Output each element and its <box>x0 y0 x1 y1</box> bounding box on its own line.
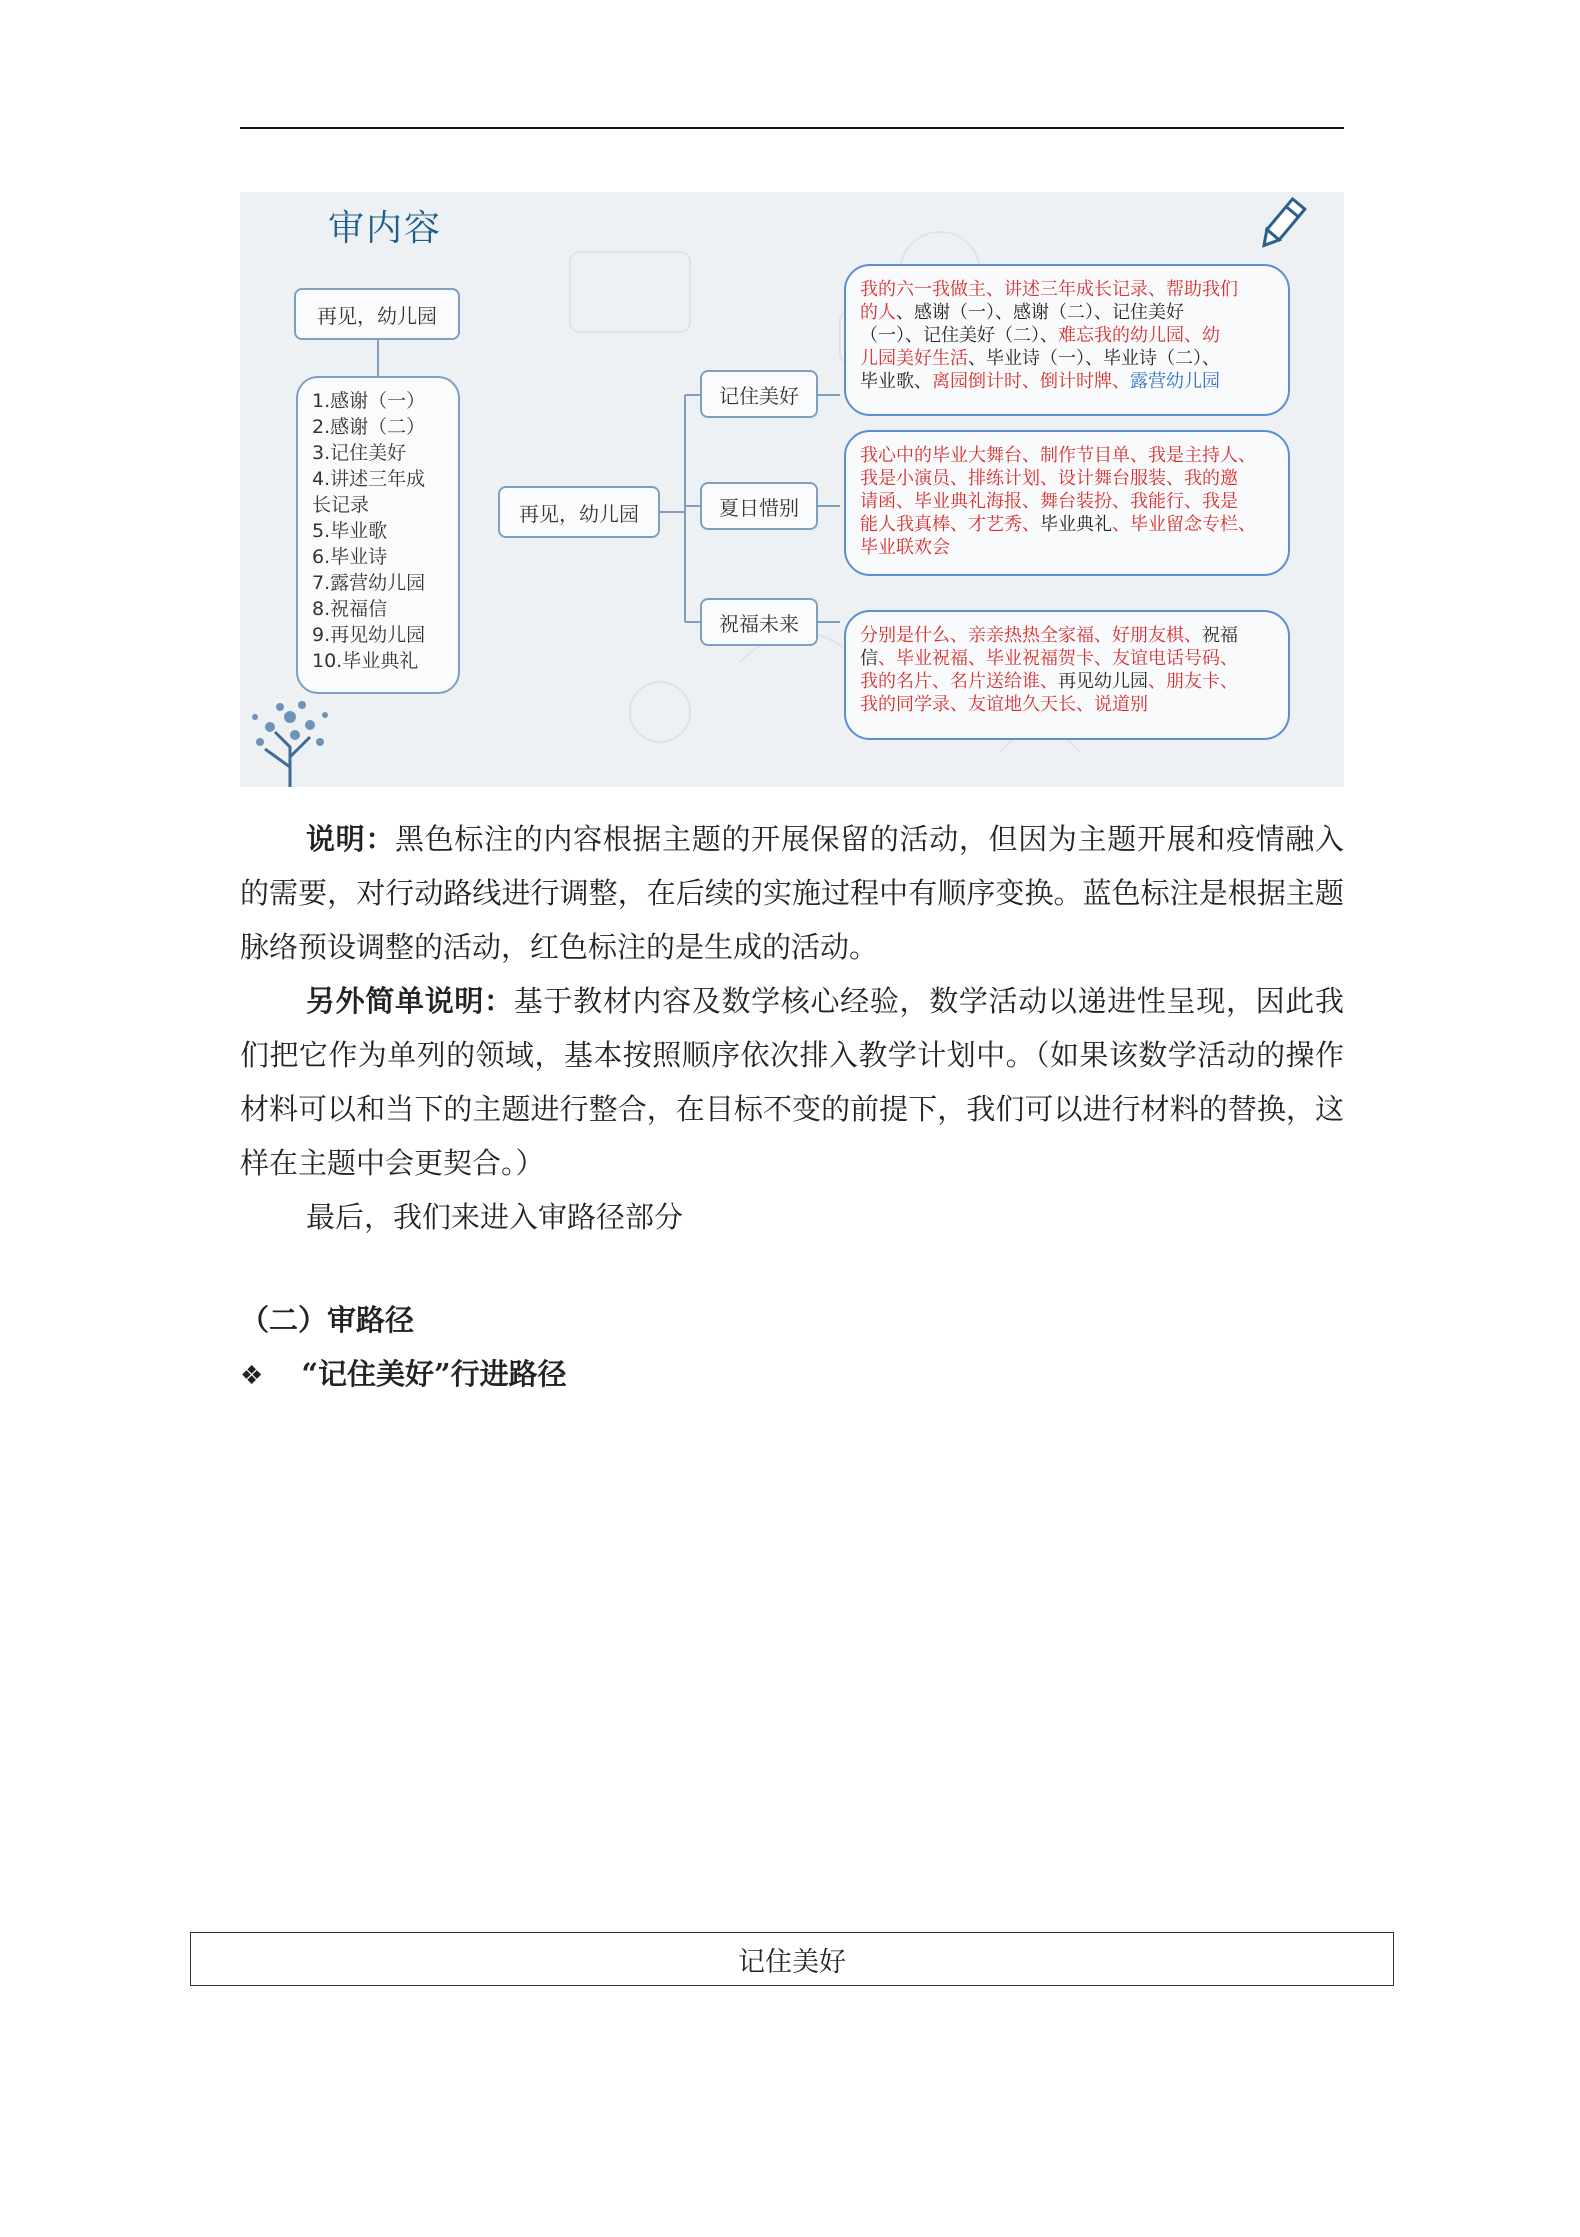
box-text: 我心中的毕业大舞台、制作节目单、我是主持人、 <box>860 445 1256 466</box>
box-text: 我的六一我做主、讲述三年成长记录、帮助我们 <box>860 279 1238 300</box>
additional-label: 另外简单说明： <box>306 984 514 1018</box>
caption-box <box>190 1932 1394 1986</box>
box-text: 我的同学录、友谊地久天长、说道别 <box>860 694 1148 715</box>
box-text: 、毕业留念专栏、 <box>1112 514 1256 535</box>
bullet-heading: “记住美好”行进路径 <box>301 1357 567 1391</box>
list-item: 5.毕业歌 <box>312 520 388 542</box>
box-text: 、朋友卡、 <box>1148 671 1238 692</box>
box-text: （一）、记住美好（二）、 <box>860 325 1058 346</box>
box-text: 露营幼儿园 <box>1130 371 1220 392</box>
box-text: 、感谢（一）、感谢（二）、记住美好 <box>896 302 1184 323</box>
list-item: 1.感谢（一） <box>312 390 426 412</box>
box-text: 信 <box>860 648 878 669</box>
box-text: 离园倒计时、倒计时牌、 <box>932 371 1130 392</box>
diamond-bullet-icon: ❖ <box>240 1361 264 1391</box>
branch-node-future: 祝福未来 <box>700 598 818 646</box>
branch-node-remember: 记住美好 <box>700 370 818 418</box>
box-text: 毕业典礼 <box>1040 514 1112 535</box>
activities-box-summer <box>844 430 1290 576</box>
box-text: 难忘我的幼儿园、幼 <box>1058 325 1220 346</box>
activity-list-node <box>296 376 460 694</box>
header-rule <box>240 127 1344 129</box>
box-text: 分别是什么、亲亲热热全家福、好朋友棋、 <box>860 625 1202 646</box>
caption-text: 记住美好 <box>738 1946 846 1978</box>
list-item: 4.讲述三年成 <box>312 468 426 490</box>
box-text: 祝福 <box>1202 625 1238 646</box>
list-item: 3.记住美好 <box>312 442 407 464</box>
activities-box-remember <box>844 264 1290 416</box>
list-item: 9.再见幼儿园 <box>312 624 426 646</box>
center-node: 再见，幼儿园 <box>498 486 660 538</box>
box-text: 我的名片、名片送给谁、 <box>860 671 1058 692</box>
box-text: 儿园美好生活 <box>860 348 968 369</box>
list-item: 2.感谢（二） <box>312 416 426 438</box>
explanation-paragraph <box>240 812 1344 1244</box>
root-node: 再见，幼儿园 <box>294 288 460 340</box>
content-review-slide <box>240 192 1344 787</box>
box-text: 毕业歌、 <box>860 371 932 392</box>
slide-title: 审内容 <box>328 208 443 249</box>
section-heading: （二）审路径 <box>240 1303 415 1337</box>
branch-node-summer: 夏日惜别 <box>700 482 818 530</box>
box-text: 、毕业诗（一）、毕业诗（二）、 <box>968 348 1220 369</box>
explanation-label: 说明： <box>306 822 396 856</box>
additional-text: 基于教材内容及数学核心经验，数学活动以递进性呈现，因此我们把它作为单列的领域，基本按照顺序依次排入教学计划中。（如果该数学活动的操作材料可以和当下的主题进行整合，在目标不变的前提下，我们可以进行材料的替换，这样在主题中会更契合。） <box>240 984 1344 1180</box>
tree-illustration <box>240 687 350 787</box>
box-text: 、毕业祝福、毕业祝福贺卡、友谊电话号码、 <box>878 648 1238 669</box>
closing-text: 最后，我们来进入审路径部分 <box>306 1200 684 1234</box>
activities-box-future <box>844 610 1290 740</box>
list-item: 6.毕业诗 <box>312 546 388 568</box>
box-text: 能人我真棒、才艺秀、 <box>860 514 1040 535</box>
box-text: 请函、毕业典礼海报、舞台装扮、我能行、我是 <box>860 491 1238 512</box>
bullet-heading-row <box>240 1352 567 1393</box>
box-text: 毕业联欢会 <box>860 537 950 558</box>
explanation-text: 黑色标注的内容根据主题的开展保留的活动，但因为主题开展和疫情融入的需要，对行动路线进行调整，在后续的实施过程中有顺序变换。蓝色标注是根据主题脉络预设调整的活动，红色标注的是生成的活动。 <box>240 822 1344 964</box>
box-text: 的人 <box>860 302 896 323</box>
list-item: 8.祝福信 <box>312 598 388 620</box>
box-text: 我是小演员、排练计划、设计舞台服装、我的邀 <box>860 468 1238 489</box>
list-item: 7.露营幼儿园 <box>312 572 426 594</box>
list-item: 10.毕业典礼 <box>312 650 419 672</box>
list-item: 长记录 <box>312 494 370 516</box>
box-text: 再见幼儿园 <box>1058 671 1148 692</box>
